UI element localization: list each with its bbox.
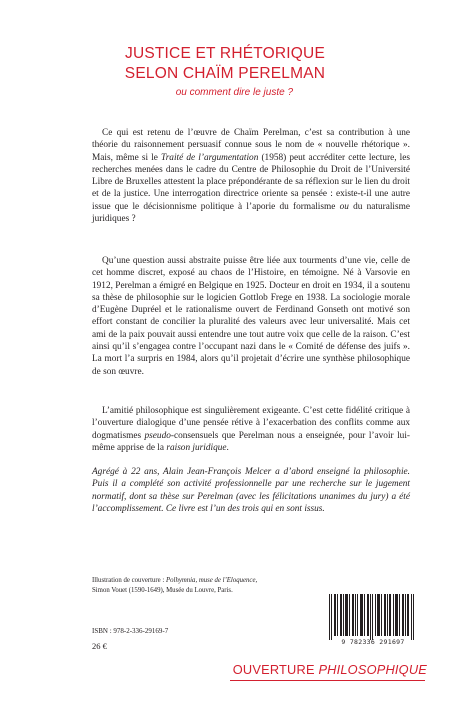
- author-bio: Agrégé à 22 ans, Alain Jean-François Melcer a d’abord enseigné la philosophie. Puis il a complété son activité professionnelle par une recherche sur le jugement normatif, dont sa thèse sur Perelman (avec les félicitations unanimes du jury) a été l’accomplissement. Ce livre est l’un des trois qui en sont issus.: [92, 467, 410, 514]
- p3-text-a: L’amitié philosophique est singulièrement exigeante. C’est cette fidélité critique à l’ouverture dialogique d’une pensée rétive à l’exacerbation des conflits comme aux dogmatismes: [92, 406, 410, 441]
- p1-emphasis-ou: ou: [339, 201, 349, 212]
- book-subtitle: ou comment dire le juste ?: [175, 87, 293, 98]
- p1-text-a: Ce qui est retenu de l’œuvre de Chaïm Perelman, c’est sa contribution à une théorie du raisonnement persuasif connue sous le nom de « nouvelle rhétorique ». Mais, même si le: [92, 128, 410, 163]
- title-line-2: SELON CHAÏM PERELMAN: [124, 65, 326, 82]
- book-title: [0, 44, 450, 84]
- collection-part-1: OUVERTURE: [232, 662, 319, 677]
- p1-title-emphasis: Traité de l’argumentation: [161, 152, 259, 163]
- p2-text: Qu’une question aussi abstraite puisse être liée aux tourments d’une vie, celle de cet homme discret, exposé au chaos de l’Histoire, en témoigne. Né à Varsovie en 1912, Perelman a émigré en Belgique en 1925. Docteur en droit en 1934, il a soutenu sa thèse de philosophie sur le logicien Gottlob Frege en 1938. La sociologie morale d’Eugène Dupréel et le rationalisme ouvert de Ferdinand Gonseth ont motivé son effort constant de concilier la pluralité des valeurs avec leur universalité. Mais cet ami de la paix pouvait aussi entendre une tout autre voix que celle de la raison. C’est ainsi qu’il s’engagea contre l’occupant nazi dans le « Comité de défense des juifs ». La mort l’a surpris en 1984, alors qu’il projetait d’écrire une synthèse philosophique de son œuvre.: [92, 256, 410, 377]
- credit-work: Polhymnia, muse de l’Eloquence: [166, 577, 256, 584]
- p1-text-c: du naturalisme juridiques ?: [92, 201, 410, 225]
- p3-emphasis-pseudo: pseudo: [144, 430, 171, 441]
- title-line-1: JUSTICE ET RHÉTORIQUE: [125, 45, 325, 62]
- isbn: ISBN : 978-2-336-29169-7: [92, 627, 169, 635]
- price: 26 €: [92, 641, 107, 651]
- summary-paragraph-3: [92, 405, 410, 454]
- collection-part-2: PHILOSOPHIQUE: [318, 662, 427, 677]
- barcode-icon: [327, 594, 417, 640]
- p3-text-b: -consensuels que Perelman nous a enseignée, pour l’avoir lui-même apprise de la: [92, 430, 411, 453]
- summary-paragraph-1: [92, 127, 410, 225]
- p3-text-c: .: [226, 442, 229, 453]
- barcode-number: 9 782336 291697: [341, 638, 405, 646]
- p3-emphasis-raison: raison juridique: [166, 442, 227, 453]
- collection-rule: [230, 680, 425, 681]
- summary-paragraph-2: [92, 255, 410, 378]
- credit-prefix: Illustration de couverture :: [92, 577, 166, 584]
- collection-name: [233, 662, 427, 677]
- credit-line-2: Simon Vouet (1590-1649), Musée du Louvre, Paris.: [92, 586, 233, 594]
- credit-suffix: ,: [255, 577, 258, 584]
- cover-credit: [92, 576, 292, 595]
- p1-text-b: (1958) peut accréditer cette lecture, les recherches menées dans le cadre du Centre de Philosophie du Droit de l’Université Libre de Bruxelles attestent la place prépondérante de sa réflexion sur le lien du droit et de la justice. Une interrogation directrice oriente sa pensée : existe-t-il une autre issue que le décisionnisme politique à l’aporie du formalisme: [92, 152, 410, 212]
